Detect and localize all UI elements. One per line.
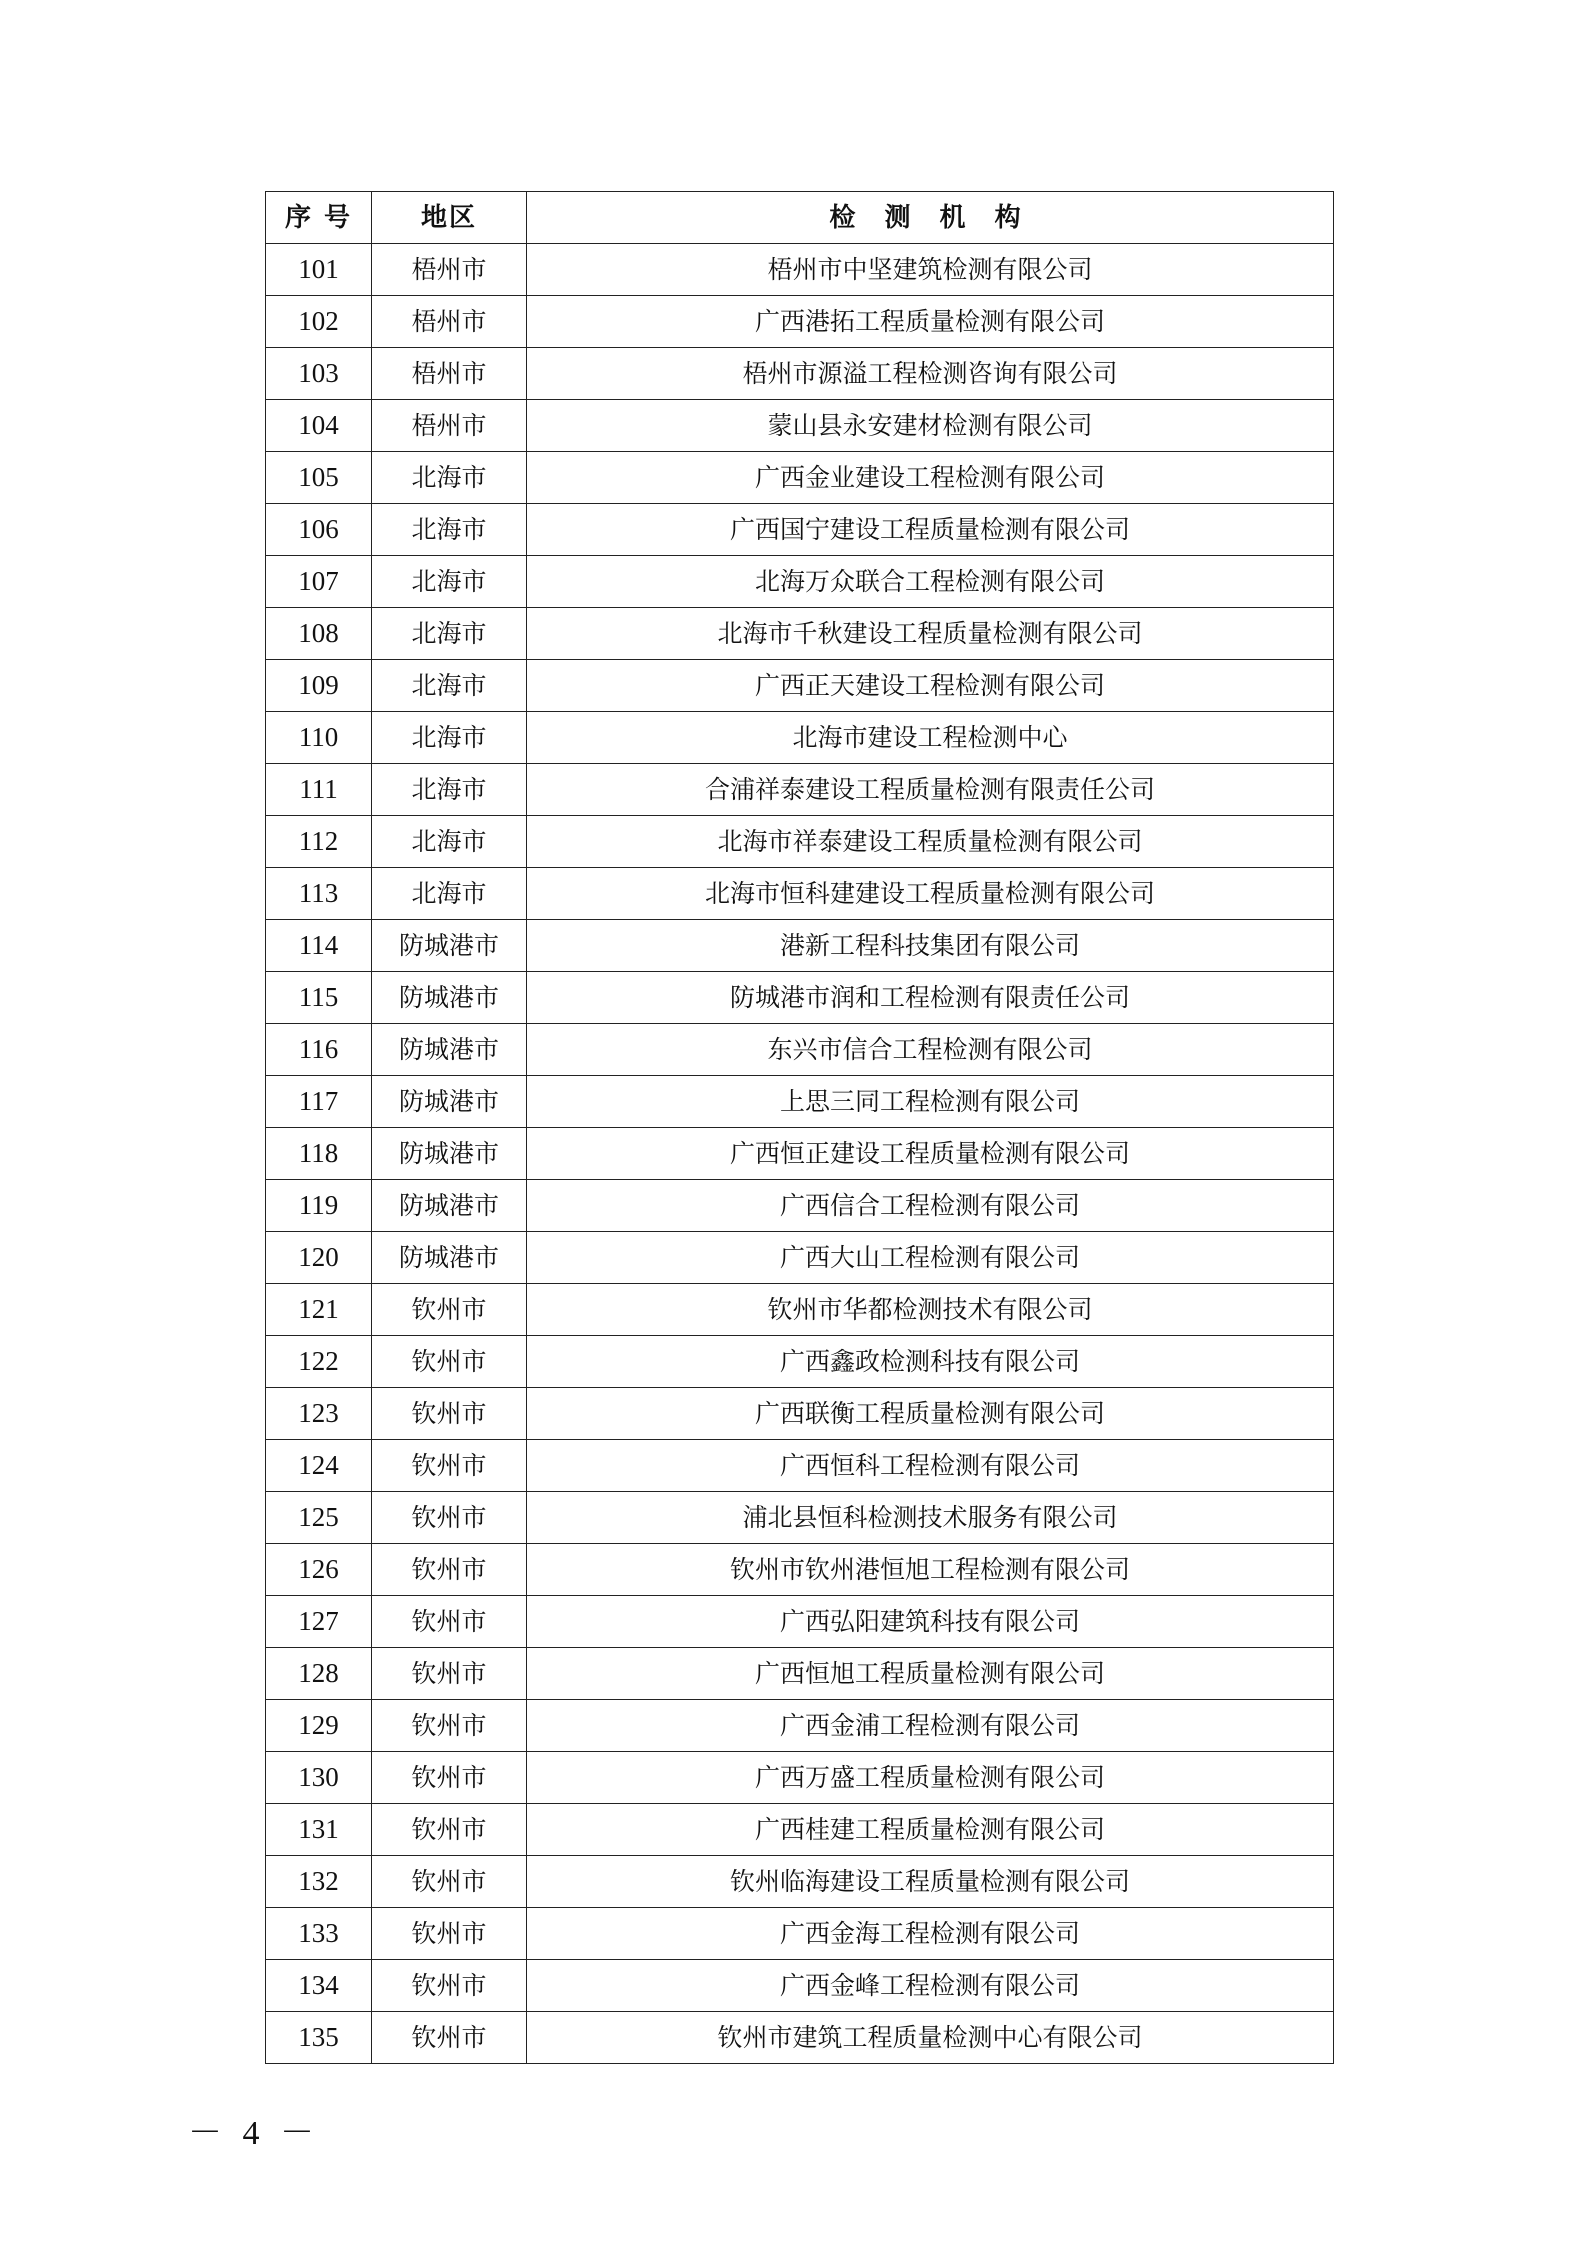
cell-region: 防城港市: [372, 1024, 527, 1076]
table-row: [266, 1284, 1334, 1336]
cell-institution: 钦州市建筑工程质量检测中心有限公司: [527, 2012, 1334, 2064]
cell-serial-number: 110: [266, 712, 372, 764]
cell-institution: 梧州市源溢工程检测咨询有限公司: [527, 348, 1334, 400]
table-row: [266, 972, 1334, 1024]
cell-institution: 广西恒旭工程质量检测有限公司: [527, 1648, 1334, 1700]
cell-serial-number: 126: [266, 1544, 372, 1596]
table-header-row: [266, 192, 1334, 244]
cell-institution: 梧州市中坚建筑检测有限公司: [527, 244, 1334, 296]
cell-region: 钦州市: [372, 1960, 527, 2012]
cell-region: 梧州市: [372, 400, 527, 452]
header-institution: 检 测 机 构: [527, 192, 1334, 244]
table-row: [266, 2012, 1334, 2064]
cell-region: 钦州市: [372, 1908, 527, 1960]
cell-region: 梧州市: [372, 244, 527, 296]
cell-institution: 广西正天建设工程检测有限公司: [527, 660, 1334, 712]
institution-table: [265, 191, 1334, 2064]
table-row: [266, 1752, 1334, 1804]
cell-serial-number: 120: [266, 1232, 372, 1284]
table-row: [266, 1700, 1334, 1752]
cell-serial-number: 124: [266, 1440, 372, 1492]
table-row: [266, 1388, 1334, 1440]
cell-serial-number: 108: [266, 608, 372, 660]
table-row: [266, 1856, 1334, 1908]
cell-serial-number: 122: [266, 1336, 372, 1388]
cell-region: 钦州市: [372, 1804, 527, 1856]
table-row: [266, 1232, 1334, 1284]
cell-region: 钦州市: [372, 1284, 527, 1336]
cell-region: 钦州市: [372, 1856, 527, 1908]
table-row: [266, 1544, 1334, 1596]
table-row: [266, 504, 1334, 556]
cell-institution: 广西金浦工程检测有限公司: [527, 1700, 1334, 1752]
cell-institution: 广西国宁建设工程质量检测有限公司: [527, 504, 1334, 556]
cell-region: 钦州市: [372, 1492, 527, 1544]
cell-region: 钦州市: [372, 1336, 527, 1388]
table-row: [266, 400, 1334, 452]
cell-serial-number: 106: [266, 504, 372, 556]
table-row: [266, 1024, 1334, 1076]
cell-serial-number: 111: [266, 764, 372, 816]
cell-serial-number: 134: [266, 1960, 372, 2012]
cell-serial-number: 118: [266, 1128, 372, 1180]
cell-serial-number: 107: [266, 556, 372, 608]
cell-region: 北海市: [372, 712, 527, 764]
cell-serial-number: 133: [266, 1908, 372, 1960]
table-row: [266, 452, 1334, 504]
cell-serial-number: 129: [266, 1700, 372, 1752]
cell-institution: 广西万盛工程质量检测有限公司: [527, 1752, 1334, 1804]
cell-region: 梧州市: [372, 296, 527, 348]
table-row: [266, 1648, 1334, 1700]
cell-institution: 广西港拓工程质量检测有限公司: [527, 296, 1334, 348]
cell-serial-number: 128: [266, 1648, 372, 1700]
cell-region: 钦州市: [372, 1648, 527, 1700]
cell-serial-number: 127: [266, 1596, 372, 1648]
table-row: [266, 1960, 1334, 2012]
cell-region: 北海市: [372, 816, 527, 868]
cell-serial-number: 103: [266, 348, 372, 400]
table-row: [266, 660, 1334, 712]
cell-serial-number: 112: [266, 816, 372, 868]
cell-serial-number: 109: [266, 660, 372, 712]
cell-serial-number: 104: [266, 400, 372, 452]
cell-serial-number: 116: [266, 1024, 372, 1076]
cell-region: 北海市: [372, 764, 527, 816]
cell-institution: 钦州市钦州港恒旭工程检测有限公司: [527, 1544, 1334, 1596]
cell-region: 防城港市: [372, 920, 527, 972]
cell-institution: 广西金海工程检测有限公司: [527, 1908, 1334, 1960]
cell-serial-number: 130: [266, 1752, 372, 1804]
cell-region: 北海市: [372, 556, 527, 608]
header-region: 地区: [372, 192, 527, 244]
cell-region: 钦州市: [372, 1700, 527, 1752]
cell-serial-number: 102: [266, 296, 372, 348]
cell-region: 北海市: [372, 868, 527, 920]
cell-region: 钦州市: [372, 2012, 527, 2064]
cell-region: 防城港市: [372, 972, 527, 1024]
cell-institution: 北海市恒科建建设工程质量检测有限公司: [527, 868, 1334, 920]
cell-serial-number: 114: [266, 920, 372, 972]
cell-region: 北海市: [372, 452, 527, 504]
table-row: [266, 1596, 1334, 1648]
table-row: [266, 920, 1334, 972]
cell-institution: 广西大山工程检测有限公司: [527, 1232, 1334, 1284]
cell-institution: 港新工程科技集团有限公司: [527, 920, 1334, 972]
cell-institution: 广西金峰工程检测有限公司: [527, 1960, 1334, 2012]
table-row: [266, 1804, 1334, 1856]
table-row: [266, 764, 1334, 816]
table-row: [266, 1076, 1334, 1128]
cell-institution: 北海万众联合工程检测有限公司: [527, 556, 1334, 608]
cell-serial-number: 121: [266, 1284, 372, 1336]
cell-institution: 广西恒科工程检测有限公司: [527, 1440, 1334, 1492]
cell-institution: 钦州临海建设工程质量检测有限公司: [527, 1856, 1334, 1908]
cell-institution: 上思三同工程检测有限公司: [527, 1076, 1334, 1128]
cell-serial-number: 131: [266, 1804, 372, 1856]
cell-serial-number: 101: [266, 244, 372, 296]
page-number: － 4 －: [188, 2115, 320, 2152]
cell-serial-number: 123: [266, 1388, 372, 1440]
cell-serial-number: 135: [266, 2012, 372, 2064]
table-row: [266, 1336, 1334, 1388]
cell-region: 防城港市: [372, 1076, 527, 1128]
cell-serial-number: 119: [266, 1180, 372, 1232]
cell-region: 钦州市: [372, 1544, 527, 1596]
cell-serial-number: 113: [266, 868, 372, 920]
table-row: [266, 348, 1334, 400]
cell-region: 北海市: [372, 608, 527, 660]
cell-serial-number: 115: [266, 972, 372, 1024]
table-row: [266, 1180, 1334, 1232]
cell-region: 防城港市: [372, 1180, 527, 1232]
table-row: [266, 712, 1334, 764]
table-row: [266, 1128, 1334, 1180]
table-row: [266, 1492, 1334, 1544]
cell-institution: 广西鑫政检测科技有限公司: [527, 1336, 1334, 1388]
institution-table-wrapper: [265, 191, 1333, 2064]
header-serial-number: 序 号: [266, 192, 372, 244]
cell-region: 北海市: [372, 660, 527, 712]
table-body: [266, 244, 1334, 2064]
table-row: [266, 608, 1334, 660]
cell-institution: 广西信合工程检测有限公司: [527, 1180, 1334, 1232]
cell-region: 钦州市: [372, 1752, 527, 1804]
cell-serial-number: 125: [266, 1492, 372, 1544]
cell-institution: 合浦祥泰建设工程质量检测有限责任公司: [527, 764, 1334, 816]
cell-institution: 广西桂建工程质量检测有限公司: [527, 1804, 1334, 1856]
cell-institution: 东兴市信合工程检测有限公司: [527, 1024, 1334, 1076]
cell-institution: 北海市祥泰建设工程质量检测有限公司: [527, 816, 1334, 868]
table-row: [266, 1908, 1334, 1960]
cell-serial-number: 105: [266, 452, 372, 504]
table-row: [266, 244, 1334, 296]
table-row: [266, 1440, 1334, 1492]
cell-institution: 北海市千秋建设工程质量检测有限公司: [527, 608, 1334, 660]
cell-serial-number: 117: [266, 1076, 372, 1128]
cell-institution: 防城港市润和工程检测有限责任公司: [527, 972, 1334, 1024]
cell-region: 钦州市: [372, 1440, 527, 1492]
cell-region: 钦州市: [372, 1388, 527, 1440]
table-row: [266, 556, 1334, 608]
cell-institution: 浦北县恒科检测技术服务有限公司: [527, 1492, 1334, 1544]
table-row: [266, 296, 1334, 348]
table-row: [266, 816, 1334, 868]
cell-institution: 广西恒正建设工程质量检测有限公司: [527, 1128, 1334, 1180]
cell-region: 梧州市: [372, 348, 527, 400]
table-row: [266, 868, 1334, 920]
cell-region: 防城港市: [372, 1128, 527, 1180]
cell-region: 防城港市: [372, 1232, 527, 1284]
cell-institution: 广西金业建设工程检测有限公司: [527, 452, 1334, 504]
cell-institution: 钦州市华都检测技术有限公司: [527, 1284, 1334, 1336]
cell-region: 钦州市: [372, 1596, 527, 1648]
cell-serial-number: 132: [266, 1856, 372, 1908]
cell-institution: 蒙山县永安建材检测有限公司: [527, 400, 1334, 452]
cell-institution: 广西弘阳建筑科技有限公司: [527, 1596, 1334, 1648]
cell-region: 北海市: [372, 504, 527, 556]
cell-institution: 北海市建设工程检测中心: [527, 712, 1334, 764]
cell-institution: 广西联衡工程质量检测有限公司: [527, 1388, 1334, 1440]
